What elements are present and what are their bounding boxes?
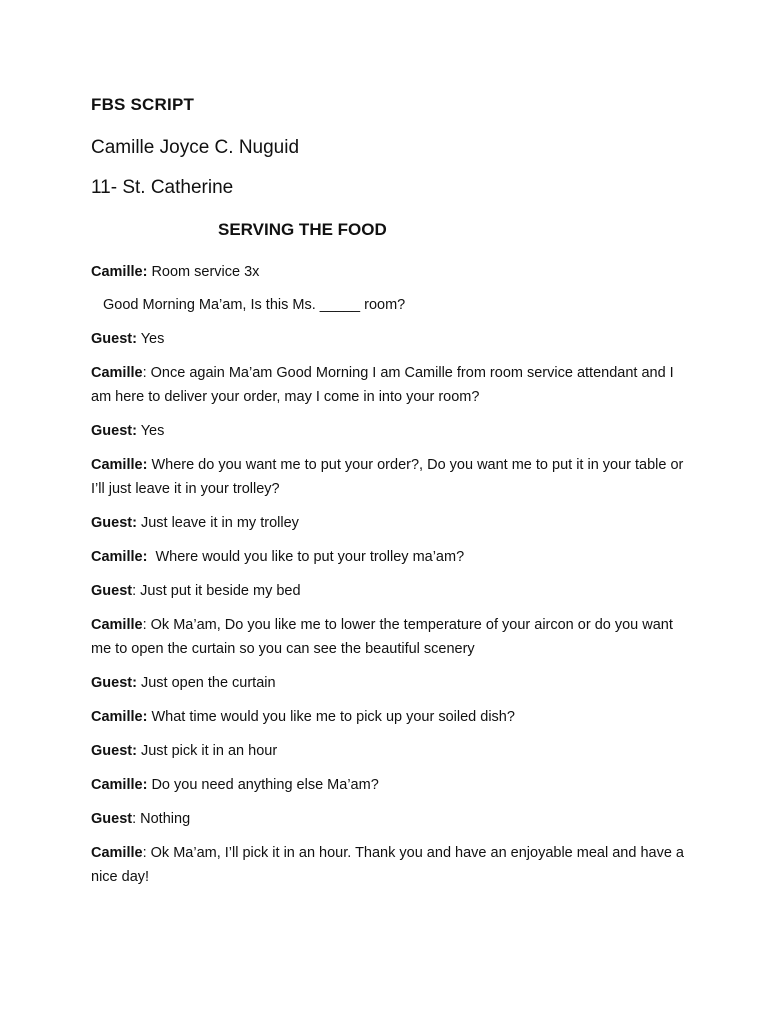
utterance-text: Just pick it in an hour xyxy=(136,743,278,759)
speaker-label: Guest: xyxy=(91,331,137,347)
dialogue-line xyxy=(91,327,691,351)
utterance-text: What time would you like me to pick up your soiled dish? xyxy=(147,709,515,725)
utterance-text: Where would you like to put your trolley ma’am? xyxy=(147,549,465,565)
utterance-text: Room service 3x xyxy=(147,264,260,280)
dialogue-line xyxy=(91,260,691,284)
dialogue-line xyxy=(91,739,691,763)
dialogue-line xyxy=(91,705,691,729)
utterance-text: Just open the curtain xyxy=(136,675,276,691)
utterance-text: Do you need anything else Ma’am? xyxy=(147,777,379,793)
speaker-label: Camille xyxy=(91,845,143,861)
dialogue-line xyxy=(91,453,691,501)
dialogue-line xyxy=(91,773,691,797)
utterance-text: : Once again Ma’am Good Morning I am Camille from room service attendant and I am here to deliver your order, may I come in into your room? xyxy=(91,365,678,405)
utterance-text: Good Morning Ma’am, Is this Ms. _____ room? xyxy=(103,297,406,313)
dialogue-line xyxy=(91,671,691,695)
script-heading: SERVING THE FOOD xyxy=(218,220,387,239)
speaker-label: Guest: xyxy=(91,515,137,531)
speaker-label: Camille xyxy=(91,365,143,381)
class-section: 11- St. Catherine xyxy=(91,177,234,198)
utterance-text: Yes xyxy=(136,331,165,347)
dialogue-line xyxy=(91,511,691,535)
speaker-label: Camille: xyxy=(91,777,148,793)
dialogue-line xyxy=(91,613,691,661)
dialogue-line xyxy=(91,293,691,317)
speaker-label: Guest: xyxy=(91,675,137,691)
speaker-label: Guest: xyxy=(91,423,137,439)
speaker-label: Camille xyxy=(91,617,143,633)
utterance-text: : Ok Ma’am, I’ll pick it in an hour. Thank you and have an enjoyable meal and have a nice day! xyxy=(91,845,689,885)
utterance-text: Yes xyxy=(136,423,165,439)
dialogue-line xyxy=(91,841,691,889)
dialogue-list xyxy=(91,260,691,899)
utterance-text: Just leave it in my trolley xyxy=(136,515,299,531)
utterance-text: : Ok Ma’am, Do you like me to lower the temperature of your aircon or do you want me to open the curtain so you can see the beautiful scenery xyxy=(91,617,677,657)
speaker-label: Camille: xyxy=(91,549,148,565)
document-title: FBS SCRIPT xyxy=(91,95,195,114)
dialogue-line xyxy=(91,419,691,443)
utterance-text: : Nothing xyxy=(132,811,191,827)
speaker-label: Camille: xyxy=(91,264,148,280)
dialogue-line xyxy=(91,361,691,409)
speaker-label: Guest: xyxy=(91,743,137,759)
speaker-label: Camille: xyxy=(91,457,148,473)
dialogue-line xyxy=(91,579,691,603)
author-name: Camille Joyce C. Nuguid xyxy=(91,137,300,158)
dialogue-line xyxy=(91,807,691,831)
speaker-label: Camille: xyxy=(91,709,148,725)
speaker-label: Guest xyxy=(91,583,133,599)
dialogue-line xyxy=(91,545,691,569)
utterance-text: Where do you want me to put your order?, Do you want me to put it in your table or I’ll just leave it in your trolley? xyxy=(91,457,688,497)
utterance-text: : Just put it beside my bed xyxy=(132,583,301,599)
speaker-label: Guest xyxy=(91,811,133,827)
